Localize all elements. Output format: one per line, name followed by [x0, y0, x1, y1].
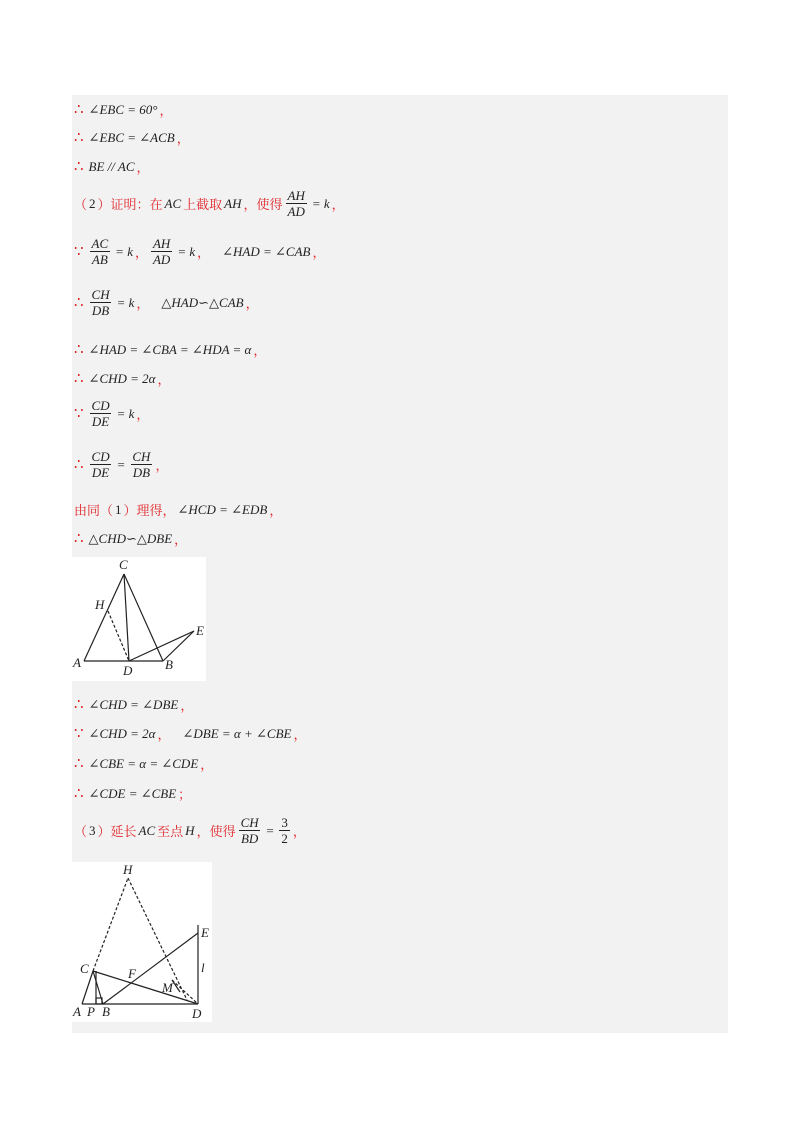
- heading-text: ，使得: [243, 198, 283, 213]
- math-point: H: [185, 822, 195, 838]
- math-expression: △CHD∽△DBE: [88, 530, 173, 546]
- math-expression: ∠HAD = ∠CAB: [222, 243, 311, 259]
- punctuation: ，: [253, 344, 267, 359]
- fraction-denominator: BD: [240, 831, 259, 846]
- heading-text: ，使得: [196, 825, 236, 840]
- therefore-symbol: ∴: [74, 756, 84, 772]
- label-l: l: [201, 960, 205, 975]
- label-F: F: [128, 966, 136, 981]
- therefore-symbol: ∴: [74, 457, 84, 473]
- punctuation: ，: [159, 104, 173, 119]
- punctuation: ，: [292, 825, 306, 840]
- label-A: A: [73, 1004, 81, 1019]
- math-expression: ∠HAD = ∠CBA = ∠HDA = α: [88, 341, 252, 357]
- math-expression: = k: [311, 195, 330, 211]
- math-expression: ∠CBE = α = ∠CDE: [88, 755, 199, 771]
- step-line-7: [74, 340, 266, 359]
- reasoning-text: 由同（: [74, 504, 114, 519]
- fraction-denominator: DE: [91, 465, 110, 480]
- label-M: M: [162, 980, 173, 995]
- punctuation: ，: [200, 758, 214, 773]
- step-line-6: [74, 287, 259, 318]
- because-symbol: ∵: [74, 244, 84, 260]
- label-D: D: [123, 663, 133, 678]
- fraction: [90, 398, 112, 429]
- punctuation: ，: [180, 699, 194, 714]
- punctuation: ，: [331, 198, 345, 213]
- label-A: A: [73, 655, 81, 670]
- fraction-numerator: AH: [287, 188, 305, 203]
- fraction-denominator: AD: [287, 204, 305, 219]
- math-expression: = k: [116, 294, 135, 310]
- part-2-heading: [74, 188, 345, 219]
- therefore-symbol: ∴: [74, 102, 84, 118]
- fraction: [130, 449, 152, 480]
- fraction-numerator: AC: [91, 236, 109, 251]
- therefore-symbol: ∴: [74, 371, 84, 387]
- punctuation: ，: [245, 297, 259, 312]
- punctuation: ，: [134, 246, 148, 261]
- math-segment: AC: [138, 822, 156, 838]
- fraction-denominator: AB: [91, 252, 108, 267]
- punctuation: ，: [176, 132, 190, 147]
- label-B: B: [102, 1004, 110, 1019]
- step-line-2: [74, 128, 190, 147]
- math-expression: BE // AC: [88, 158, 135, 174]
- punctuation: ；: [178, 788, 192, 803]
- punctuation: ，: [197, 246, 211, 261]
- fraction: [90, 287, 112, 318]
- fraction: [279, 815, 290, 846]
- math-expression: ∠DBE = α + ∠CBE: [182, 725, 292, 741]
- punctuation: ，: [136, 161, 150, 176]
- therefore-symbol: ∴: [74, 295, 84, 311]
- step-line-5: [74, 236, 325, 267]
- part-number: 2: [89, 195, 96, 211]
- part-3-heading: [74, 815, 306, 846]
- because-symbol: ∵: [74, 726, 84, 742]
- fraction: [286, 188, 307, 219]
- fraction: [151, 236, 172, 267]
- punctuation: ，: [157, 373, 171, 388]
- fraction-numerator: 3: [281, 815, 288, 830]
- punctuation: ，: [312, 246, 326, 261]
- label-C: C: [80, 961, 89, 976]
- step-line-13: [74, 695, 193, 714]
- fraction: [90, 449, 112, 480]
- step-line-11: [74, 500, 282, 519]
- punctuation: ，: [157, 728, 171, 743]
- paren-open: （: [74, 825, 88, 840]
- step-line-14: [74, 724, 307, 743]
- fraction-denominator: AD: [152, 252, 171, 267]
- math-expression: △HAD∽△CAB: [161, 294, 244, 310]
- math-expression: ∠EBC = ∠ACB: [88, 129, 175, 145]
- punctuation: ，: [136, 297, 150, 312]
- math-expression: = k: [116, 405, 135, 421]
- math-expression: = k: [115, 243, 133, 259]
- therefore-symbol: ∴: [74, 531, 84, 547]
- label-H: H: [123, 862, 133, 877]
- math-expression: ∠CHD = 2α: [88, 370, 156, 386]
- label-B: B: [165, 657, 173, 672]
- math-expression: ∠HCD = ∠EDB: [177, 501, 268, 517]
- fraction-denominator: 2: [281, 831, 288, 846]
- equals-sign: =: [116, 456, 126, 472]
- label-E: E: [196, 623, 204, 638]
- therefore-symbol: ∴: [74, 130, 84, 146]
- heading-text: 至点: [157, 825, 184, 840]
- heading-text: ）延长: [97, 825, 137, 840]
- punctuation: ，: [136, 408, 150, 423]
- fraction-numerator: AH: [152, 236, 171, 251]
- heading-text: ）证明：在: [97, 198, 163, 213]
- fraction-numerator: CD: [91, 449, 110, 464]
- label-E: E: [201, 925, 209, 940]
- label-P: P: [87, 1004, 95, 1019]
- step-line-8: [74, 369, 171, 388]
- because-symbol: ∵: [74, 406, 84, 422]
- fraction-denominator: DE: [91, 414, 110, 429]
- equals-sign: =: [265, 822, 275, 838]
- triangle-figure-2: [72, 862, 212, 1022]
- fraction-denominator: DB: [132, 465, 151, 480]
- label-H: H: [95, 597, 105, 612]
- step-line-3: [74, 157, 150, 176]
- step-line-9: [74, 398, 149, 429]
- therefore-symbol: ∴: [74, 697, 84, 713]
- step-line-1: [74, 100, 172, 119]
- therefore-symbol: ∴: [74, 786, 84, 802]
- fraction: [90, 236, 111, 267]
- fraction-numerator: CH: [91, 287, 110, 302]
- math-expression: ∠CHD = 2α: [88, 725, 156, 741]
- fraction-numerator: CH: [240, 815, 259, 830]
- fraction-numerator: CH: [132, 449, 151, 464]
- label-C: C: [119, 557, 128, 572]
- punctuation: ，: [174, 533, 188, 548]
- math-segment: AC: [164, 195, 182, 211]
- punctuation: ，: [293, 728, 307, 743]
- fraction: [239, 815, 261, 846]
- fraction-numerator: CD: [91, 398, 110, 413]
- fraction-denominator: DB: [91, 303, 110, 318]
- therefore-symbol: ∴: [74, 342, 84, 358]
- heading-text: 上截取: [183, 198, 223, 213]
- math-expression: ∠CDE = ∠CBE: [88, 785, 177, 801]
- label-D: D: [192, 1006, 202, 1021]
- punctuation: ，: [155, 459, 169, 474]
- step-line-16: [74, 784, 191, 803]
- step-line-15: [74, 754, 213, 773]
- part-number: 3: [89, 822, 96, 838]
- math-expression: ∠EBC = 60°: [88, 101, 158, 117]
- math-expression: = k: [177, 243, 196, 259]
- triangle-figure-1: [72, 557, 206, 681]
- reference-number: 1: [115, 501, 122, 517]
- reasoning-text: ）理得，: [123, 504, 176, 519]
- punctuation: ，: [269, 504, 283, 519]
- step-line-12: [74, 529, 187, 548]
- therefore-symbol: ∴: [74, 159, 84, 175]
- paren-open: （: [74, 198, 88, 213]
- math-segment: AH: [224, 195, 242, 211]
- math-expression: ∠CHD = ∠DBE: [88, 696, 179, 712]
- step-line-10: [74, 449, 168, 480]
